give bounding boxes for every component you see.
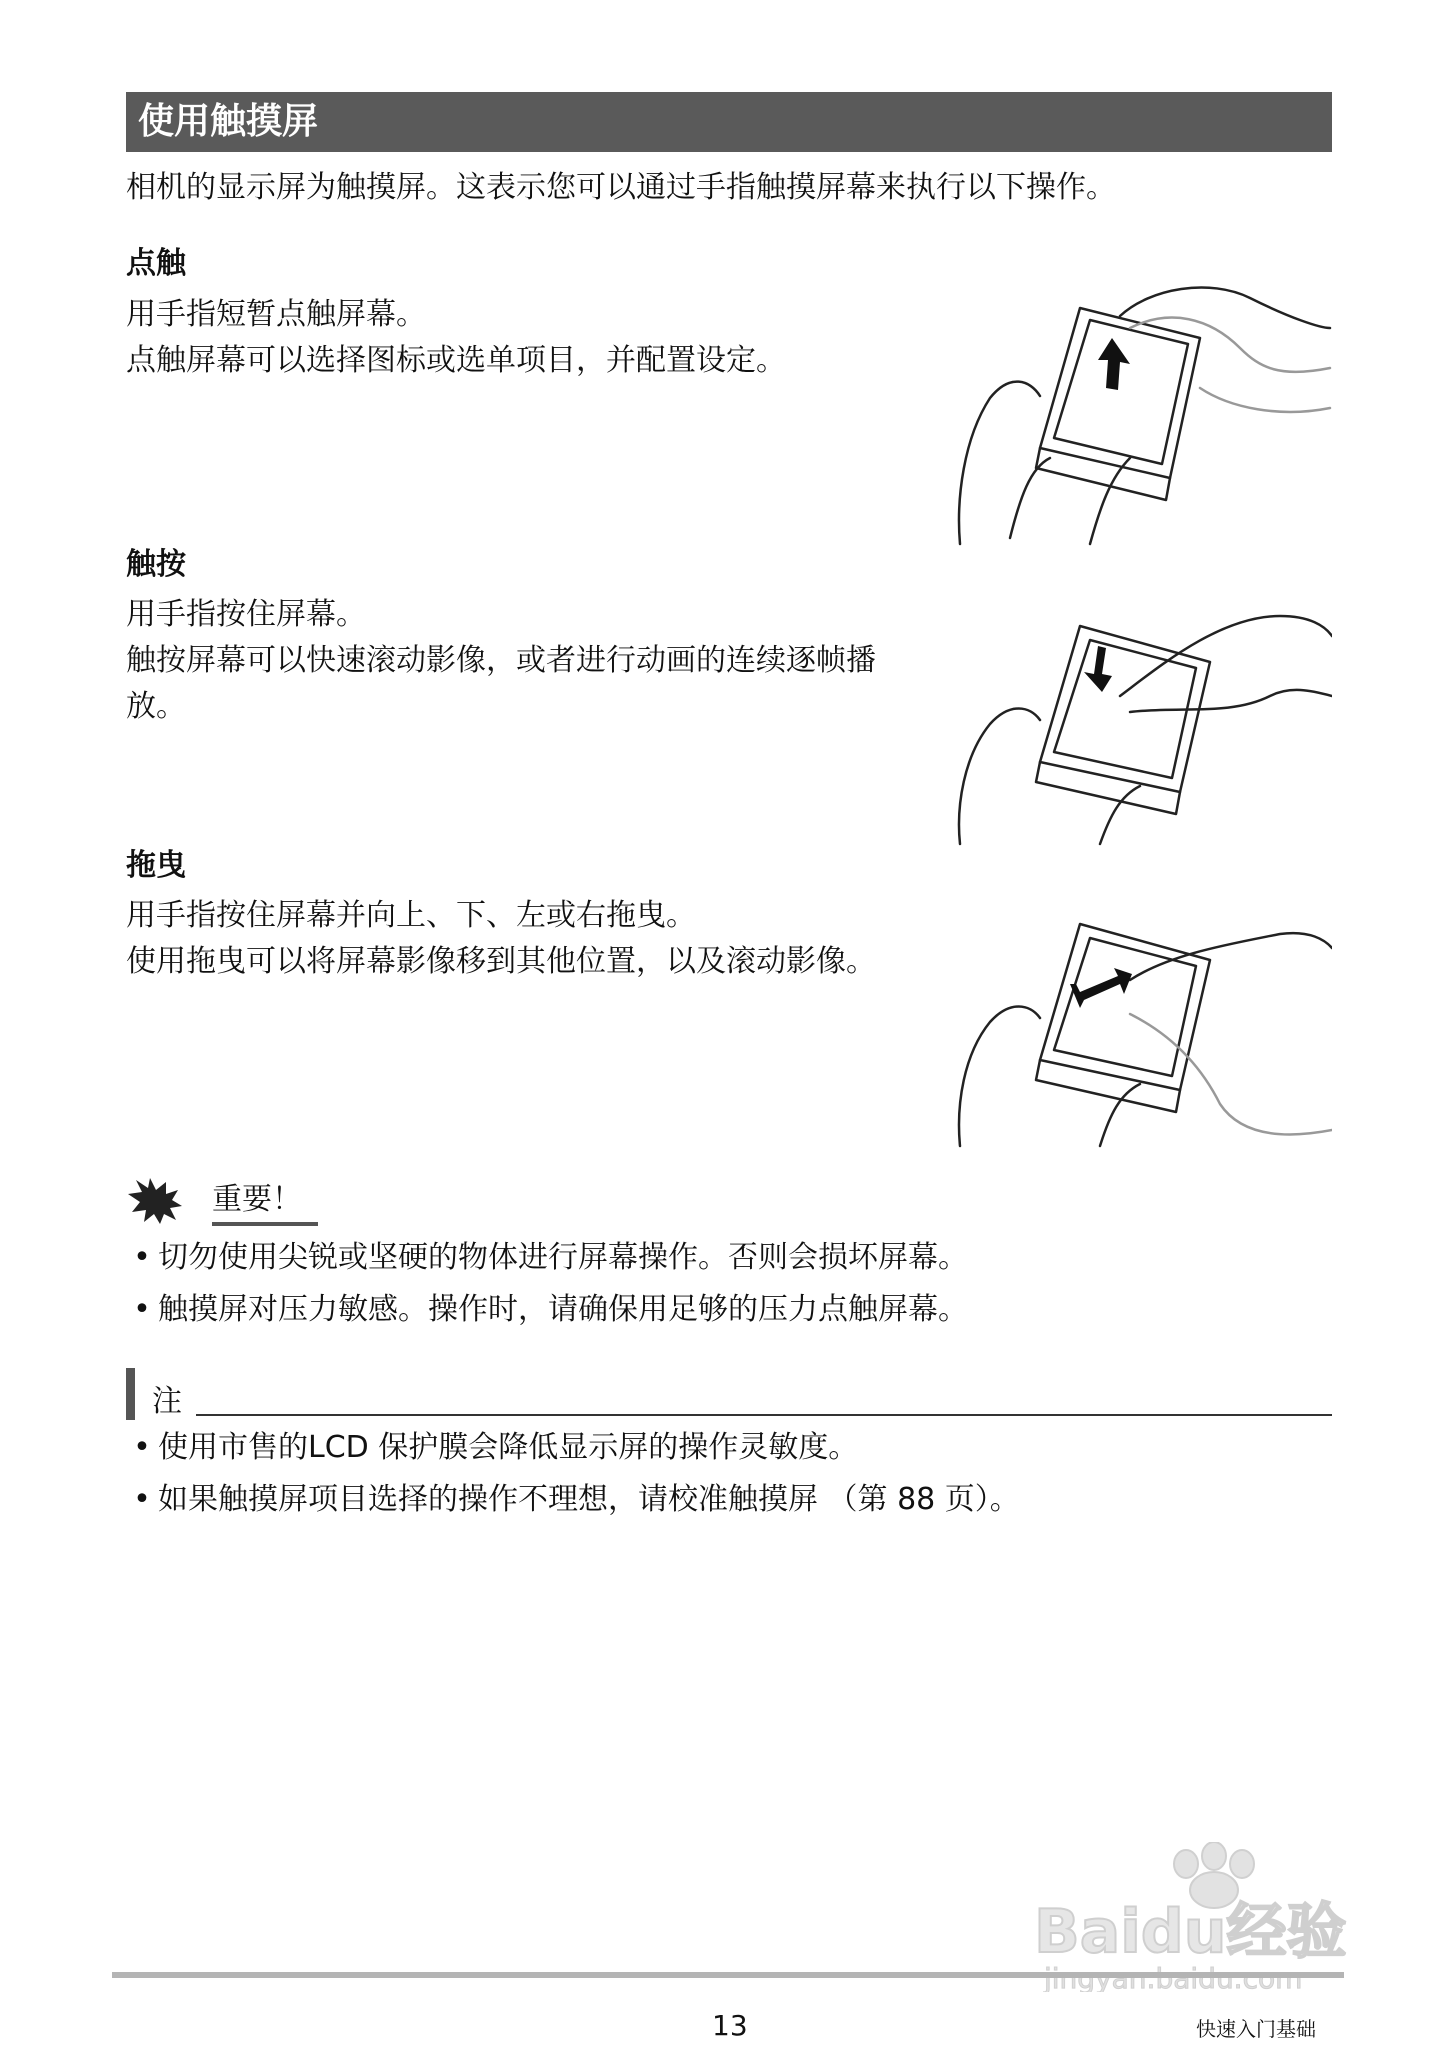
arrow-icon bbox=[1098, 338, 1130, 390]
list-item: • 使用市售的LCD 保护膜会降低显示屏的操作灵敏度。 bbox=[126, 1422, 1020, 1474]
list-item: • 如果触摸屏项目选择的操作不理想，请校准触摸屏 （第 88 页）。 bbox=[126, 1474, 1020, 1526]
note-title: 注 bbox=[152, 1384, 182, 1419]
section-text-tap bbox=[126, 292, 886, 384]
section-line: 使用拖曳可以将屏幕影像移到其他位置，以及滚动影像。 bbox=[126, 944, 876, 979]
section-line: 点触屏幕可以选择图标或选单项目，并配置设定。 bbox=[126, 343, 786, 378]
page-title: 使用触摸屏 bbox=[126, 92, 1332, 152]
note-bar bbox=[126, 1368, 135, 1420]
section-line: 触按屏幕可以快速滚动影像，或者进行动画的连续逐帧播放。 bbox=[126, 643, 876, 724]
hand-camera-illustration bbox=[950, 268, 1332, 546]
note-divider bbox=[196, 1414, 1332, 1416]
section-line: 用手指短暂点触屏幕。 bbox=[126, 297, 426, 332]
important-list bbox=[126, 1232, 968, 1336]
svg-text:Baidu经验: Baidu经验 bbox=[1034, 1897, 1347, 1967]
section-heading-drag: 拖曳 bbox=[126, 848, 186, 883]
footer-rule bbox=[112, 1972, 1344, 1978]
baidu-watermark bbox=[1020, 1842, 1360, 1992]
section-heading-press: 触按 bbox=[126, 547, 186, 582]
hand-camera-illustration bbox=[950, 606, 1332, 846]
page-number: 13 bbox=[712, 2009, 748, 2042]
hand-camera-illustration bbox=[950, 904, 1332, 1148]
section-text-drag bbox=[126, 893, 886, 985]
intro-text: 相机的显示屏为触摸屏。这表示您可以通过手指触摸屏幕来执行以下操作。 bbox=[126, 170, 1116, 205]
list-item: • 切勿使用尖锐或坚硬的物体进行屏幕操作。否则会损坏屏幕。 bbox=[126, 1232, 968, 1284]
section-heading-tap: 点触 bbox=[126, 246, 186, 281]
important-underline bbox=[212, 1222, 318, 1226]
important-title: 重要！ bbox=[212, 1182, 302, 1217]
note-list bbox=[126, 1422, 1020, 1526]
list-item: • 触摸屏对压力敏感。操作时，请确保用足够的压力点触屏幕。 bbox=[126, 1284, 968, 1336]
footer-label: 快速入门基础 bbox=[1196, 2017, 1316, 2041]
section-line: 用手指按住屏幕并向上、下、左或右拖曳。 bbox=[126, 898, 696, 933]
arrow-icon bbox=[1084, 646, 1112, 692]
section-line: 用手指按住屏幕。 bbox=[126, 597, 366, 632]
section-text-press bbox=[126, 592, 886, 730]
